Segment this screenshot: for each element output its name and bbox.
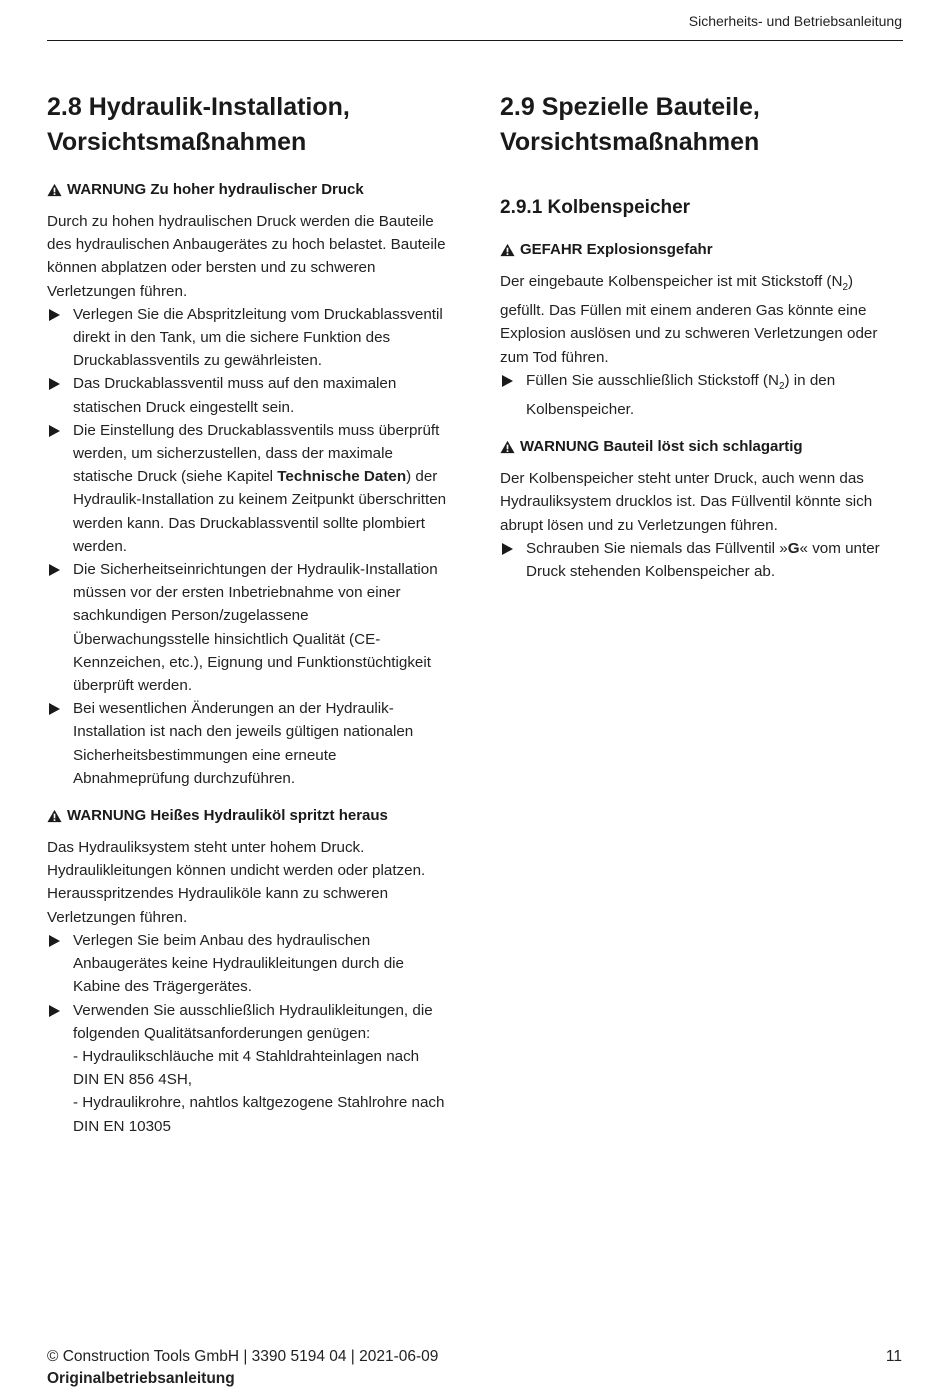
header-divider xyxy=(47,40,903,41)
subsection-2-9-1-heading: 2.9.1 Kolbenspeicher xyxy=(500,197,691,218)
warning-text-component: Der Kolbenspeicher steht unter Druck, auch wenn das Hydrauliksystem drucklos ist. Das Füllventil könnte sich abrupt lösen und zu Verletzungen führen. xyxy=(500,470,873,534)
danger-text-explosion: Der eingebaute Kolbenspeicher ist mit Stickstoff $(N_2)$ gefüllt. Das Füllen mit einem anderen Gas könnte eine Explosion auslösen und zu schweren Verletzungen oder zum Tod führen. xyxy=(500,273,878,366)
bullet-arrow-icon xyxy=(49,703,60,715)
instruction-list-hot-oil xyxy=(47,929,447,1138)
bullet-arrow-icon xyxy=(49,309,60,321)
requirement-hoses: - Hydraulikschläuche mit 4 Stahldrahteinlagen nach DIN EN 856 4SH, xyxy=(73,1047,420,1089)
bullet-arrow-icon xyxy=(49,378,60,390)
footer-imprint xyxy=(47,1346,438,1390)
warning-heading-component: WARNUNG Bauteil löst sich schlagartig xyxy=(500,437,900,457)
instruction-list-pressure xyxy=(47,303,447,790)
footer-copyright: © Construction Tools GmbH | 3390 5194 04 | 2021-06-09 xyxy=(47,1348,439,1365)
warning-triangle-icon xyxy=(47,183,62,197)
reference-technische-daten: Technische Daten xyxy=(277,468,407,486)
instruction-list-component xyxy=(500,537,900,583)
left-column xyxy=(47,90,447,1138)
running-header: Sicherheits- und Betriebsanleitung xyxy=(688,13,902,29)
warning-text-hot-oil: Das Hydrauliksystem steht unter hohem Druck. Hydraulikleitungen können undicht werden oder platzen. Herausspritzendes Hydrauliköle kann zu schweren Verletzungen führen. xyxy=(47,839,426,926)
bullet-arrow-icon xyxy=(49,564,60,576)
bullet-arrow-icon xyxy=(502,543,513,555)
instruction-item: Die Einstellung des Druckablassventils muss überprüft werden, um sicherzustellen, dass der maximale statische Druck (siehe Kapitel Technische Daten) der Hydraulik-Installation zu keinem Zeitpunkt überschritten werden kann. Das Druckablassventil sollte plombiert werden. xyxy=(47,419,447,558)
instruction-item: Verlegen Sie die Abspritzleitung vom Druckablassventil direkt in den Tank, um die sichere Funktion des Druckablassventils zu gewährleisten. xyxy=(47,303,447,373)
warning-triangle-icon xyxy=(47,809,62,823)
warning-heading-pressure: WARNUNG Zu hoher hydraulischer Druck xyxy=(47,180,447,200)
requirement-pipes: - Hydraulikrohre, nahtlos kaltgezogene Stahlrohre nach DIN EN 10305 xyxy=(73,1094,445,1135)
bullet-arrow-icon xyxy=(502,375,513,387)
instruction-item: Die Sicherheitseinrichtungen der Hydraulik-Installation müssen vor der ersten Inbetriebnahme von einer sachkundigen Person/zugelassene Überwachungsstelle hinsichtlich Qualität (CE-Kennzeichen, etc.), Eignung und Funktionstüchtigkeit überprüft werden. xyxy=(47,558,447,697)
warning-heading-hot-oil: WARNUNG Heißes Hydrauliköl spritzt heraus xyxy=(47,806,447,826)
instruction-item: Bei wesentlichen Änderungen an der Hydraulik-Installation ist nach den jeweils gültigen nationalen Sicherheitsbestimmungen eine erneute Abnahmeprüfung durchzuführen. xyxy=(47,697,447,790)
warning-text-pressure: Durch zu hohen hydraulischen Druck werden die Bauteile des hydraulischen Anbaugerätes zu hoch belastet. Bauteile können abplatzen oder bersten und zu schweren Verletzungen führen. xyxy=(47,213,446,300)
bullet-arrow-icon xyxy=(49,425,60,437)
instruction-item: Verwenden Sie ausschließlich Hydraulikleitungen, die folgenden Qualitätsanforderungen genügen: - Hydraulikschläuche mit 4 Stahldrahteinlagen nach DIN EN 856 4SH, - Hydraulikrohre, nahtlos kaltgezogene Stahlrohre nach DIN EN 10305 xyxy=(47,999,447,1138)
instruction-item: Schrauben Sie niemals das Füllventil »G« vom unter Druck stehenden Kolbenspeicher ab. xyxy=(500,537,900,583)
section-2-9-heading: 2.9 Spezielle Bauteile, Vorsichtsmaßnahmen xyxy=(500,93,760,156)
instruction-item: Füllen Sie ausschließlich Stickstoff $(N_2)$ in den Kolbenspeicher. xyxy=(500,369,900,421)
section-2-8-heading: 2.8 Hydraulik-Installation, Vorsichtsmaßnahmen xyxy=(47,93,350,156)
danger-heading-explosion: GEFAHR Explosionsgefahr xyxy=(500,240,900,260)
instruction-item: Verlegen Sie beim Anbau des hydraulischen Anbaugerätes keine Hydraulikleitungen durch die Kabine des Trägergerätes. xyxy=(47,929,447,999)
instruction-list-explosion xyxy=(500,369,900,421)
footer-document-type: Originalbetriebsanleitung xyxy=(47,1370,235,1387)
bullet-arrow-icon xyxy=(49,935,60,947)
bullet-arrow-icon xyxy=(49,1005,60,1017)
right-column xyxy=(500,90,900,583)
instruction-item: Das Druckablassventil muss auf den maximalen statischen Druck eingestellt sein. xyxy=(47,372,447,418)
warning-triangle-icon xyxy=(500,440,515,454)
warning-triangle-icon xyxy=(500,243,515,257)
page-number: 11 xyxy=(885,1348,902,1365)
